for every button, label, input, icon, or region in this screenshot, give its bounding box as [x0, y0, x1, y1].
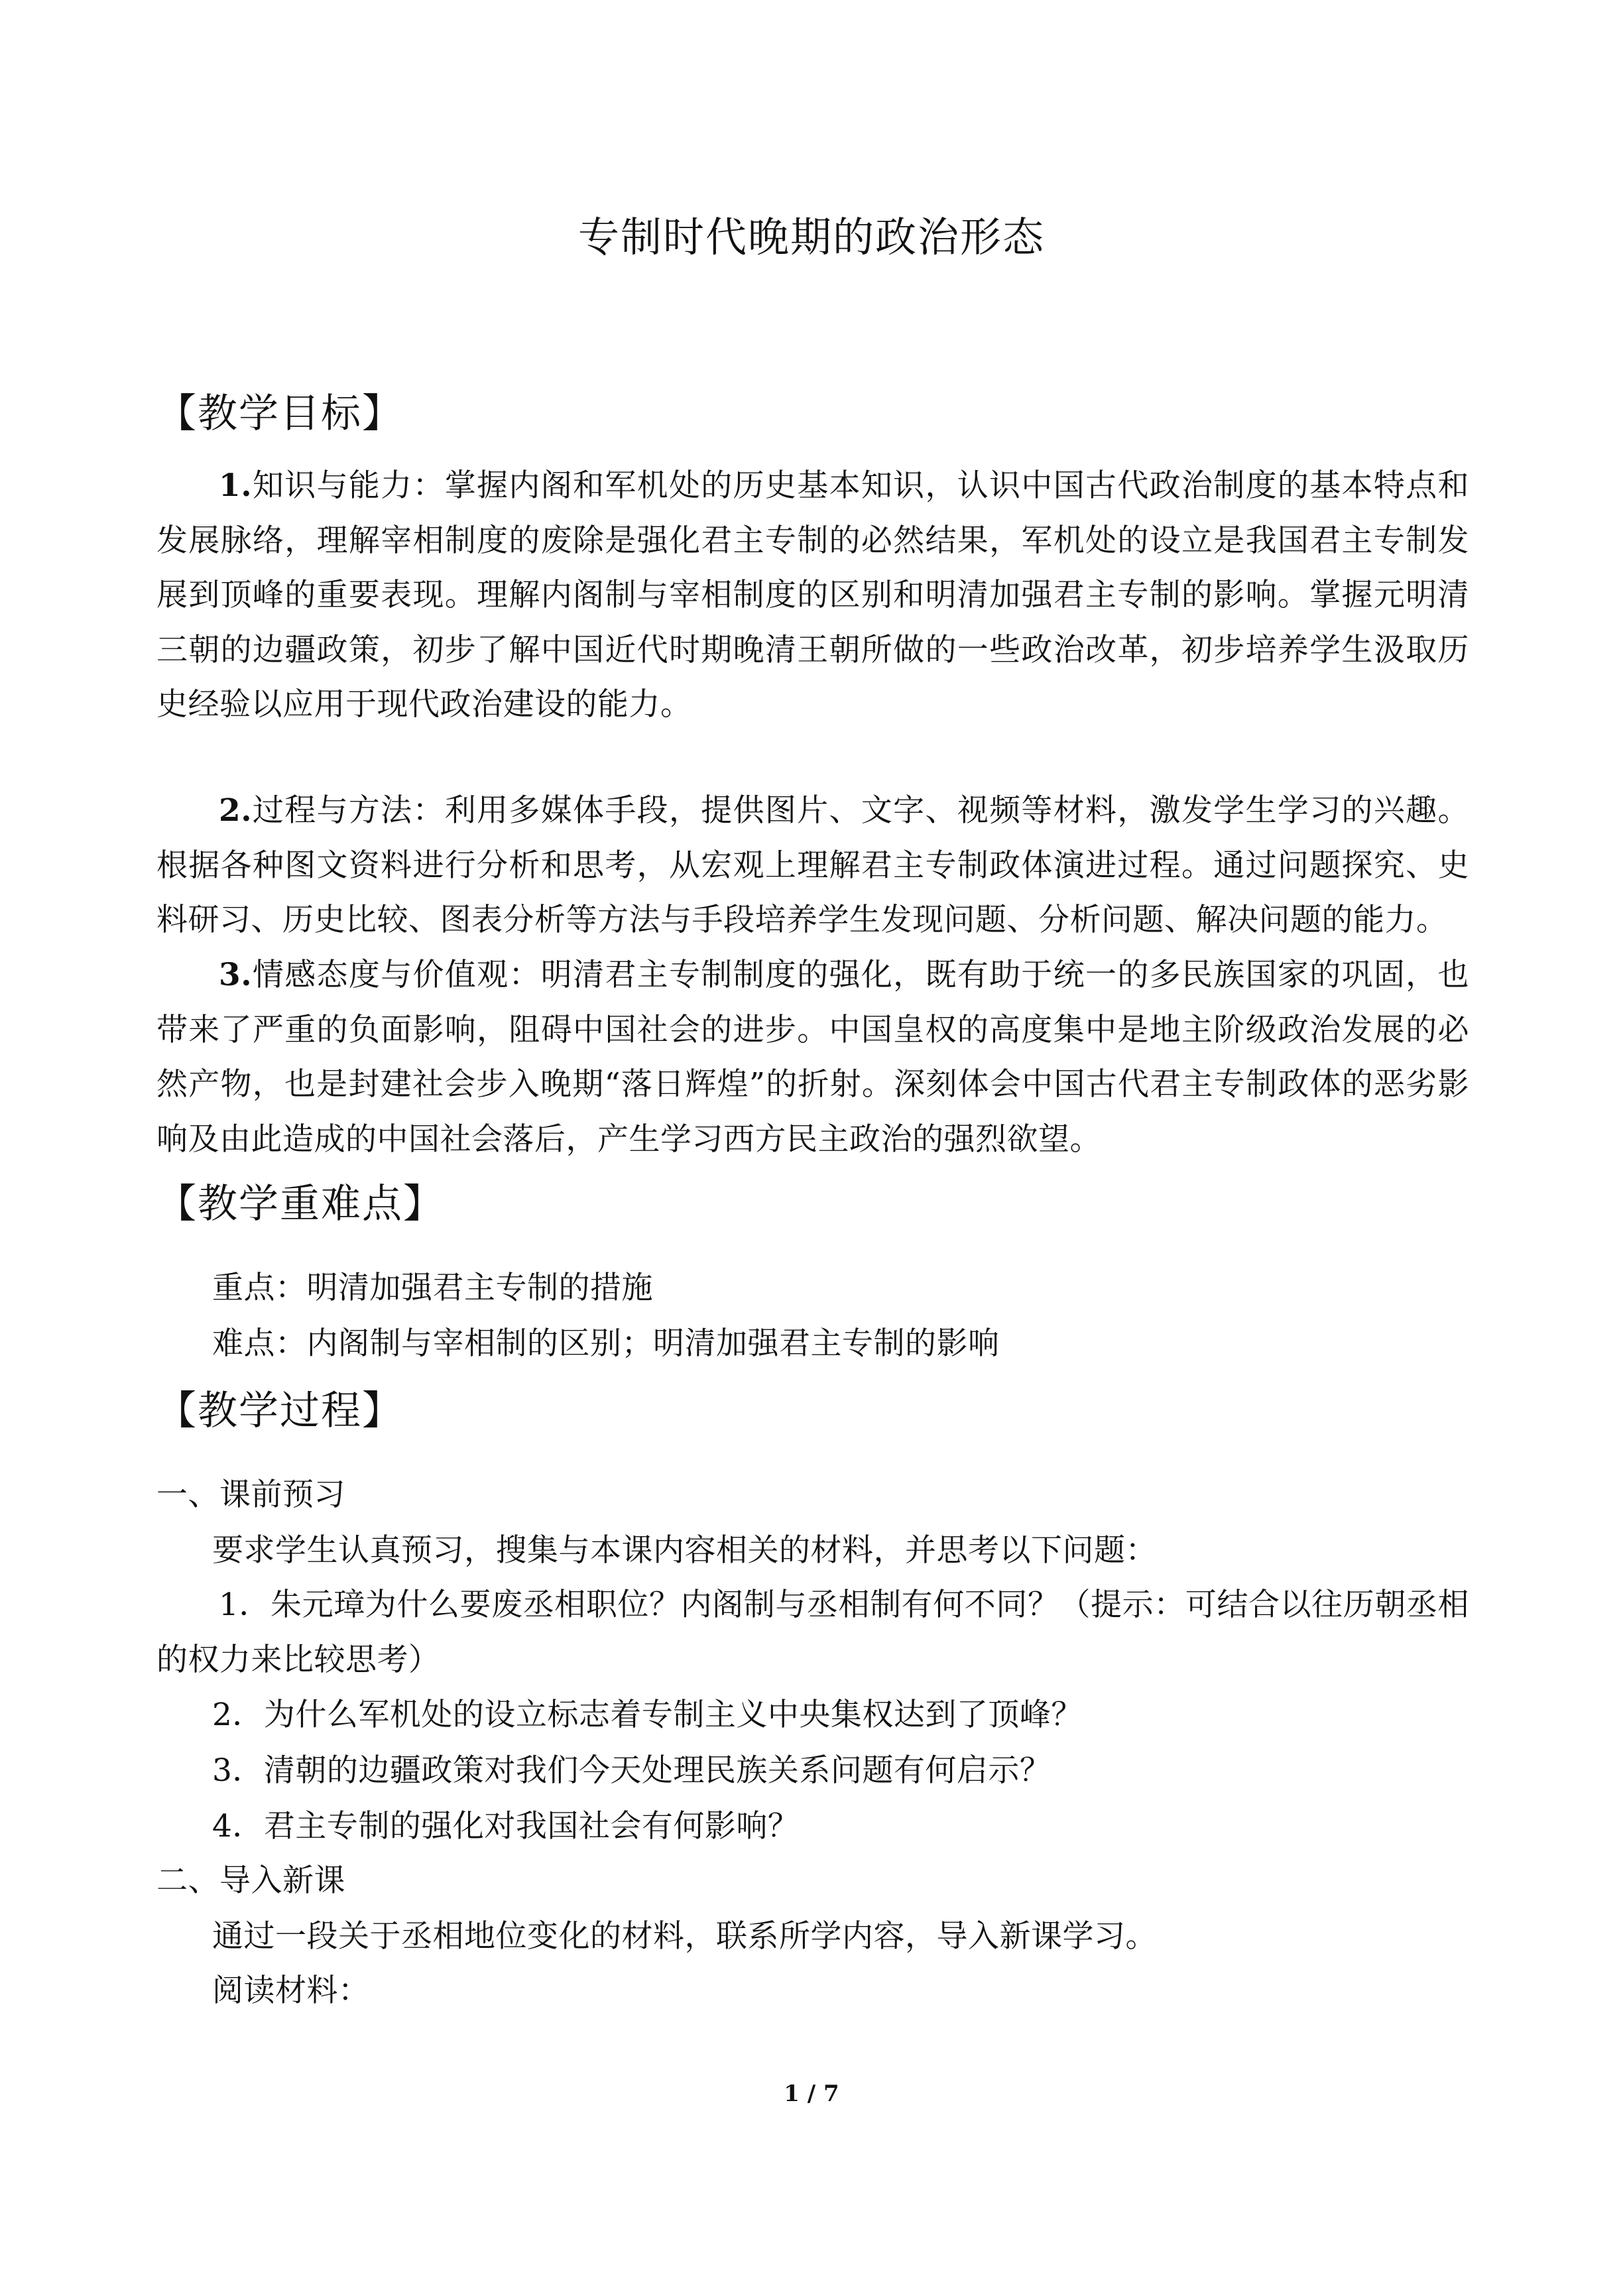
process-part1-title: 一、课前预习	[156, 1477, 345, 1513]
objective-number: 3.	[219, 957, 253, 993]
process-part1-intro: 要求学生认真预习，搜集与本课内容相关的材料，并思考以下问题：	[212, 1532, 1157, 1569]
document-title: 专制时代晚期的政治形态	[577, 213, 1045, 261]
question-item-4: 4．君主专制的强化对我国社会有何影响？	[212, 1808, 800, 1844]
objective-item-2	[156, 784, 1469, 948]
objective-text: 知识与能力：掌握内阁和军机处的历史基本知识，认识中国古代政治制度的基本特点和发展脉络，理解宰相制度的废除是强化君主专制的必然结果，军机处的设立是我国君主专制发展到顶峰的重要表现。理解内阁制与宰相制度的区别和明清加强君主专制的影响。掌握元明清三朝的边疆政策，初步了解中国近代时期晚清王朝所做的一些政治改革，初步培养学生汲取历史经验以应用于现代政治建设的能力。	[156, 467, 1469, 723]
heading-objectives: 【教学目标】	[156, 391, 403, 437]
objective-item-1	[156, 459, 1469, 733]
objective-text: 过程与方法：利用多媒体手段，提供图片、文字、视频等材料，激发学生学习的兴趣。根据各种图文资料进行分析和思考，从宏观上理解君主专制政体演进过程。通过问题探究、史料研习、历史比较、图表分析等方法与手段培养学生发现问题、分析问题、解决问题的能力。	[156, 792, 1469, 938]
heading-key-points: 【教学重难点】	[156, 1181, 444, 1227]
page-number: 1 / 7	[784, 2081, 839, 2107]
question-item-3: 3．清朝的边疆政策对我们今天处理民族关系问题有何启示？	[212, 1752, 1052, 1789]
heading-process: 【教学过程】	[156, 1388, 403, 1434]
objective-number: 2.	[219, 792, 253, 829]
key-point-difficulty: 难点：内阁制与宰相制的区别；明清加强君主专制的影响	[212, 1325, 1000, 1362]
objective-text: 情感态度与价值观：明清君主专制制度的强化，既有助于统一的多民族国家的巩固，也带来了严重的负面影响，阻碍中国社会的进步。中国皇权的高度集中是地主阶级政治发展的必然产物，也是封建社会步入晚期“落日辉煌”的折射。深刻体会中国古代君主专制政体的恶劣影响及由此造成的中国社会落后，产生学习西方民主政治的强烈欲望。	[156, 957, 1469, 1158]
question-item-1: 1．朱元璋为什么要废丞相职位？内阁制与丞相制有何不同？（提示：可结合以往历朝丞相的权力来比较思考）	[156, 1587, 1469, 1678]
key-point-focus: 重点：明清加强君主专制的措施	[212, 1270, 653, 1306]
objective-number: 1.	[219, 467, 253, 504]
reading-material-label: 阅读材料：	[212, 1972, 370, 2009]
question-item-2: 2．为什么军机处的设立标志着专制主义中央集权达到了顶峰？	[212, 1697, 1083, 1733]
process-part2-intro: 通过一段关于丞相地位变化的材料，联系所学内容，导入新课学习。	[212, 1918, 1157, 1955]
objective-item-3	[156, 948, 1469, 1167]
process-part2-title: 二、导入新课	[156, 1862, 345, 1899]
